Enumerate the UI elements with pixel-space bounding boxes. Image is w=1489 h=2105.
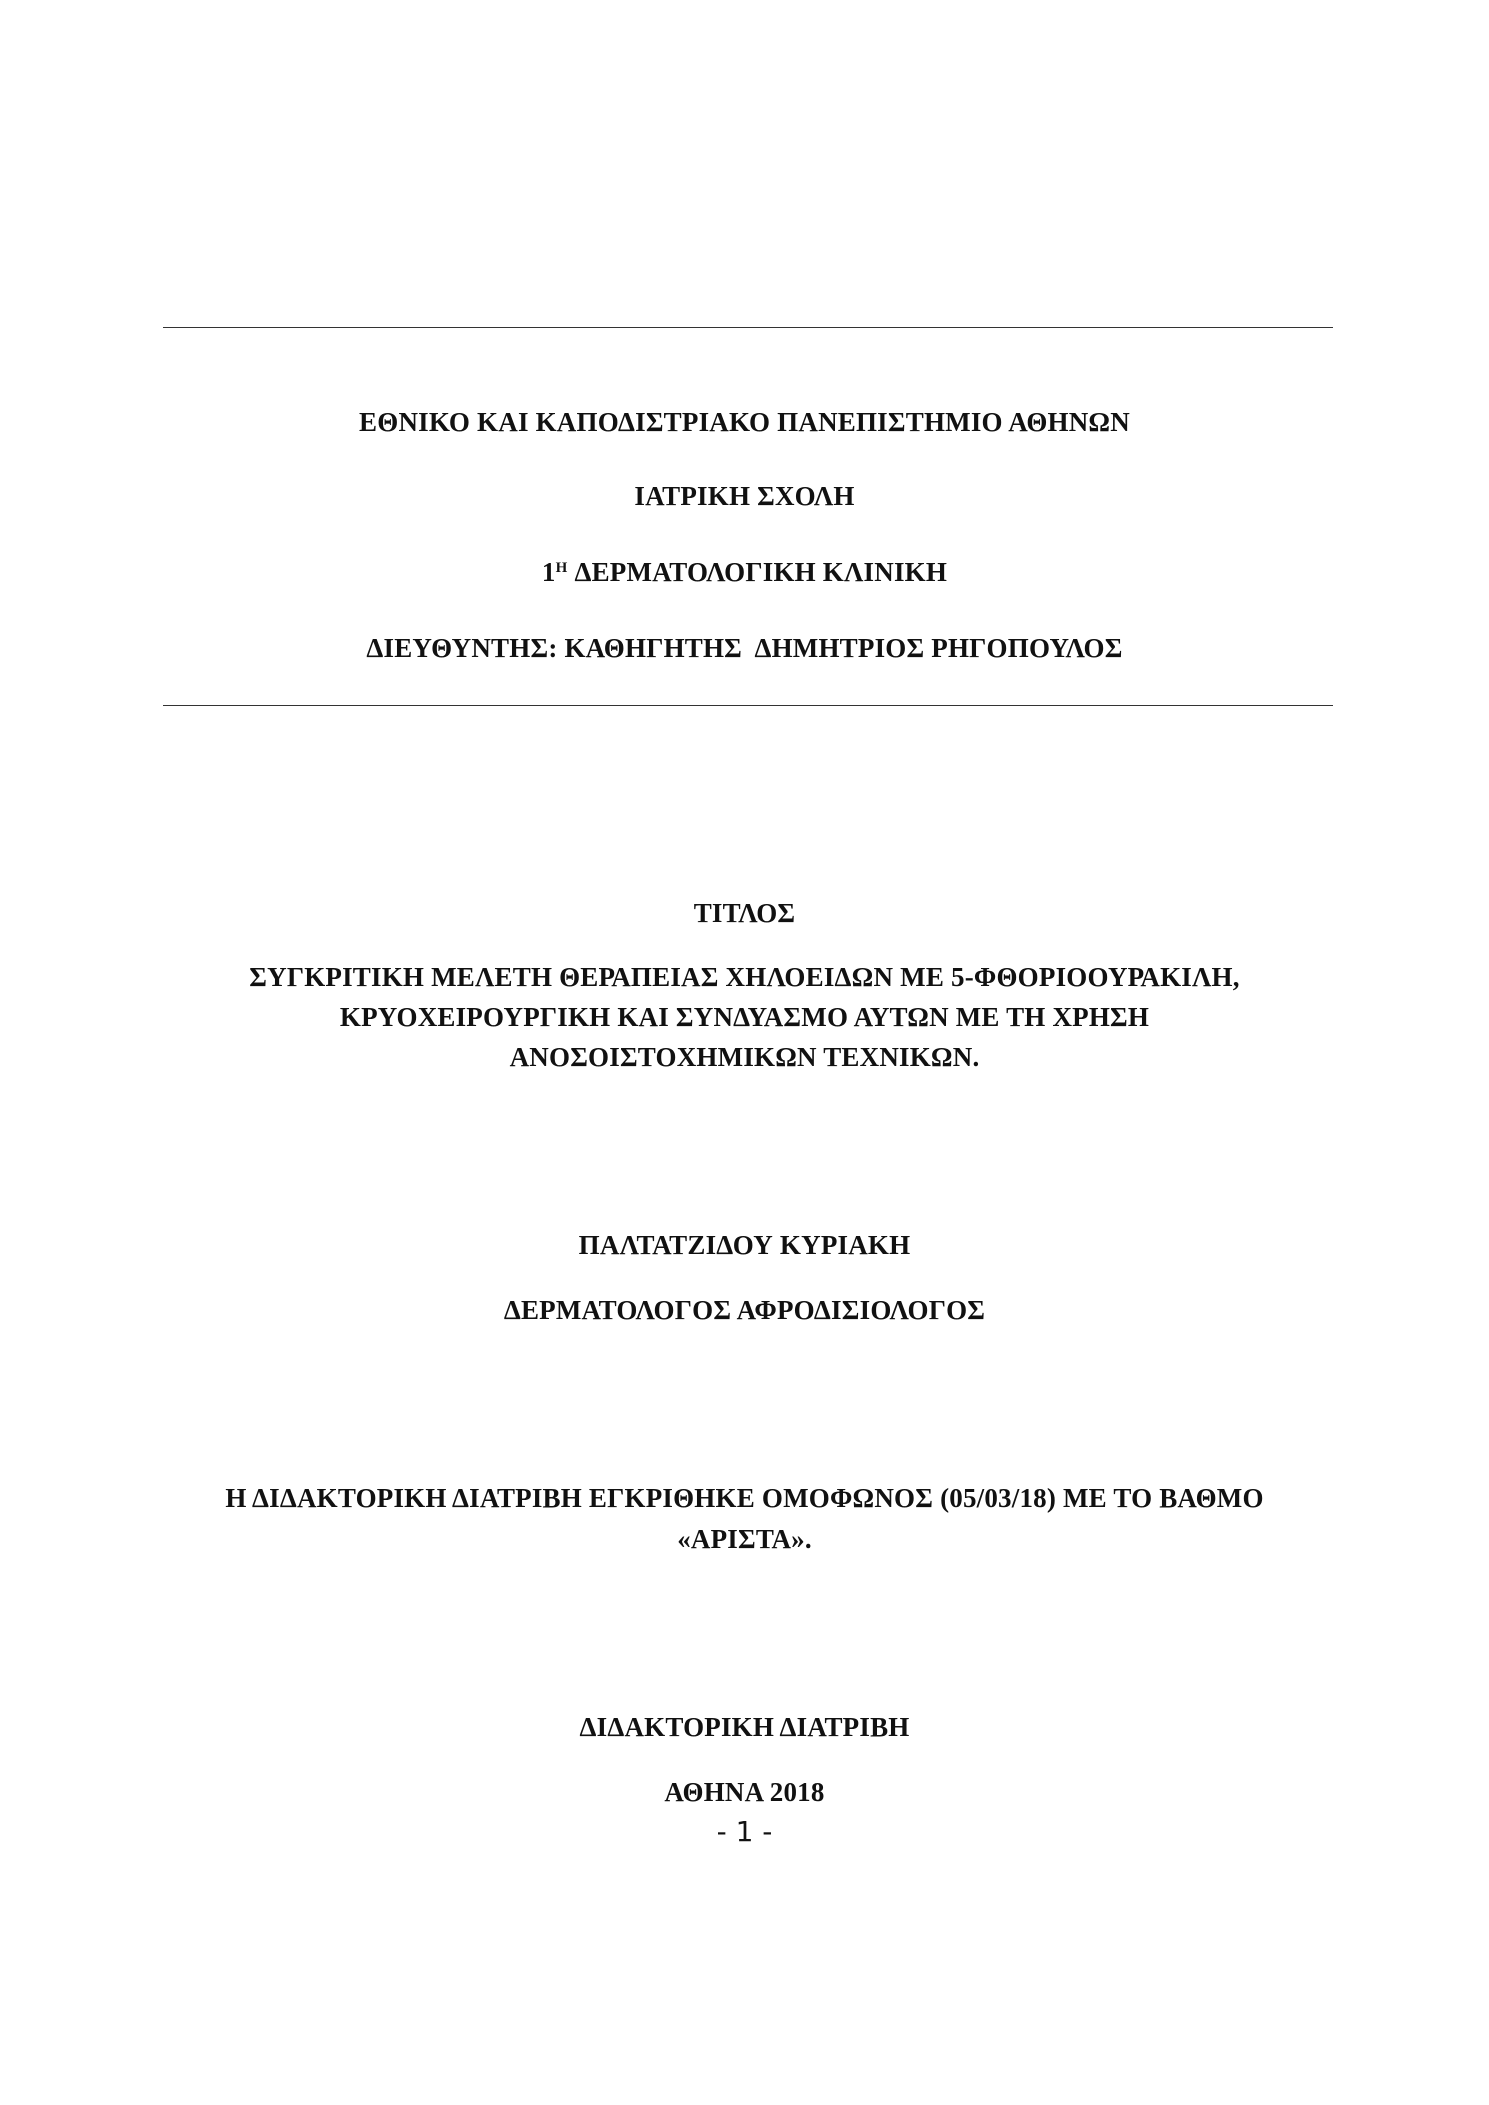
clinic-number: 1	[541, 557, 556, 587]
approval-line-1: Η ΔΙΔΑΚΤΟΡΙΚΗ ΔΙΑΤΡΙΒΗ ΕΓΚΡΙΘΗΚΕ ΟΜΟΦΩΝΟΣ (05/03/18) ΜΕ ΤΟ ΒΑΘΜΟ	[225, 1483, 1264, 1513]
bottom-rule	[163, 705, 1333, 706]
thesis-title-line-1: ΣΥΓΚΡΙΤΙΚΗ ΜΕΛΕΤΗ ΘΕΡΑΠΕΙΑΣ ΧΗΛΟΕΙΔΩΝ ΜΕ 5-ΦΘΟΡΙΟΟΥΡΑΚΙΛΗ,	[249, 962, 1240, 992]
author-specialty: ΔΕΡΜΑΤΟΛΟΓΟΣ ΑΦΡΟΔΙΣΙΟΛΟΓΟΣ	[503, 1295, 986, 1325]
approval-line-2: «ΑΡΙΣΤΑ».	[677, 1524, 812, 1554]
thesis-title-line-3: ΑΝΟΣΟΙΣΤΟΧΗΜΙΚΩΝ ΤΕΧΝΙΚΩΝ.	[509, 1042, 980, 1072]
author-name: ΠΑΛΤΑΤΖΙΔΟΥ ΚΥΡΙΑΚΗ	[578, 1230, 911, 1260]
page-number: - 1 -	[716, 1815, 773, 1848]
university-name: ΕΘΝΙΚΟ ΚΑΙ ΚΑΠΟΔΙΣΤΡΙΑΚΟ ΠΑΝΕΠΙΣΤΗΜΙΟ ΑΘΗΝΩΝ	[359, 407, 1130, 437]
place-year: ΑΘΗΝΑ 2018	[664, 1777, 825, 1807]
clinic-superscript: Η	[555, 560, 568, 576]
thesis-title-line-2: ΚΡΥΟΧΕΙΡΟΥΡΓΙΚΗ ΚΑΙ ΣΥΝΔΥΑΣΜΟ ΑΥΤΩΝ ΜΕ ΤΗ ΧΡΗΣΗ	[339, 1002, 1150, 1032]
director-line: ΔΙΕΥΘΥΝΤΗΣ: ΚΑΘΗΓΗΤΗΣ ΔΗΜΗΤΡΙΟΣ ΡΗΓΟΠΟΥΛΟΣ	[366, 633, 1123, 663]
clinic-title: ΔΕΡΜΑΤΟΛΟΓΙΚΗ ΚΛΙΝΙΚΗ	[574, 557, 948, 587]
top-rule	[163, 327, 1333, 328]
school-name: ΙΑΤΡΙΚΗ ΣΧΟΛΗ	[634, 481, 855, 511]
title-label: ΤΙΤΛΟΣ	[693, 898, 796, 928]
document-type: ΔΙΔΑΚΤΟΡΙΚΗ ΔΙΑΤΡΙΒΗ	[579, 1712, 910, 1742]
clinic-name	[0, 555, 1489, 589]
